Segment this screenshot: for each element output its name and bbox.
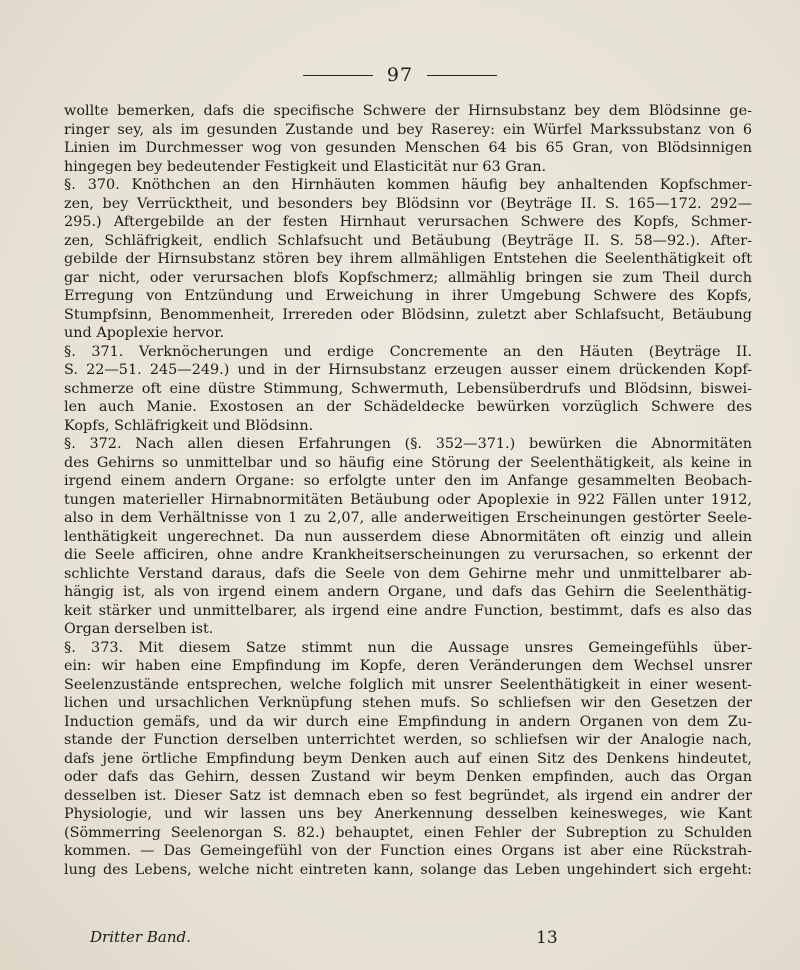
text-line: ringer sey, als im gesunden Zustande und bey Raserey: ein Würfel Markssubstanz von 6 bbox=[64, 121, 752, 138]
header-rule-left bbox=[303, 75, 373, 76]
text-line: Seelenzustände entsprechen, welche folglich mit unsrer Seelenthätigkeit in einer wesent- bbox=[64, 676, 752, 693]
text-line: 295.) Aftergebilde an der festen Hirnhaut verursachen Schwere des Kopfs, Schmer- bbox=[64, 214, 752, 230]
text-line: lung des Lebens, welche nicht eintreten kann, solange das Leben ungehindert sich ergeht: bbox=[64, 861, 752, 878]
page-number: 97 bbox=[386, 64, 414, 86]
text-line: also in dem Verhältnisse von 1 zu 2,07, alle anderweitigen Erscheinungen gestörter Seele- bbox=[64, 510, 752, 526]
text-line: Erregung von Entzündung und Erweichung in ihrer Umgebung Schwere des Kopfs, bbox=[64, 288, 752, 304]
text-line: Linien im Durchmesser wog von gesunden Menschen 64 bis 65 Gran, von Blödsinnigen bbox=[64, 140, 752, 156]
text-line: Physiologie, und wir lassen uns bey Anerkennung desselben keinesweges, wie Kant bbox=[64, 806, 752, 822]
text-line: len auch Manie. Exostosen an der Schädeldecke bewürken vorzüglich Schwere des bbox=[64, 399, 752, 415]
text-line: zen, bey Verrücktheit, und besonders bey Blödsinn vor (Beyträge II. S. 165—172. 292— bbox=[64, 195, 752, 212]
text-line: des Gehirns so unmittelbar und so häufig eine Störung der Seelenthätigkeit, als keine in bbox=[64, 454, 752, 471]
text-line: hängig ist, als von irgend einem andern Organe, und dafs das Gehirn die Seelenthätig- bbox=[64, 584, 752, 600]
text-line: §. 372. Nach allen diesen Erfahrungen (§. 352—371.) bewürken die Abnormitäten bbox=[64, 436, 752, 452]
text-line: gar nicht, oder verursachen blofs Kopfschmerz; allmählig bringen sie zum Theil durch bbox=[64, 269, 752, 286]
text-line: ein: wir haben eine Empfindung im Kopfe, deren Veränderungen dem Wechsel unsrer bbox=[64, 658, 752, 674]
text-line: Organ derselben ist. bbox=[64, 621, 214, 637]
text-line: kommen. — Das Gemeingefühl von der Function eines Organs ist aber eine Rückstrah- bbox=[64, 843, 752, 859]
header-rule-right bbox=[427, 75, 497, 76]
text-line: schmerze oft eine düstre Stimmung, Schwermuth, Lebensüberdrufs und Blödsinn, biswei- bbox=[64, 380, 752, 397]
text-line: tungen materieller Hirnabnormitäten Betäubung oder Apoplexie in 922 Fällen unter 1912, bbox=[64, 491, 752, 508]
text-line: lichen und ursachlichen Verknüpfung stehen mufs. So schliefsen wir den Gesetzen der bbox=[64, 695, 752, 711]
text-line: zen, Schläfrigkeit, endlich Schlafsucht und Betäubung (Beyträge II. S. 58—92.). After- bbox=[64, 232, 752, 249]
text-line: (Sömmerring Seelenorgan S. 82.) behauptet, einen Fehler der Subreption zu Schulden bbox=[64, 824, 752, 841]
text-line: wollte bemerken, dafs die specifische Schwere der Hirnsubstanz bey dem Blödsinne ge- bbox=[64, 103, 752, 119]
text-line: gebilde der Hirnsubstanz stören bey ihrem allmähligen Entstehen die Seelenthätigkeit oft bbox=[64, 251, 752, 267]
volume-label: Dritter Band. bbox=[90, 928, 191, 946]
text-line: stande der Function derselben unterrichtet werden, so schliefsen wir der Analogie nach, bbox=[64, 732, 752, 748]
text-line: oder dafs das Gehirn, dessen Zustand wir beym Denken empfinden, auch das Organ bbox=[64, 769, 752, 785]
signature-mark: 13 bbox=[536, 928, 558, 948]
text-line: dafs jene örtliche Empfindung beym Denken auch auf einen Sitz des Denkens hindeutet, bbox=[64, 750, 752, 767]
text-line: keit stärker und unmittelbarer, als irgend eine andre Function, bestimmt, dafs es also das bbox=[64, 602, 752, 619]
text-line: Induction gemäfs, und da wir durch eine Empfindung in andern Organen von dem Zu- bbox=[64, 713, 752, 730]
text-line: Kopfs, Schläfrigkeit und Blödsinn. bbox=[64, 417, 314, 434]
text-line: S. 22—51. 245—249.) und in der Hirnsubstanz erzeugen ausser einem drückenden Kopf- bbox=[64, 362, 752, 378]
text-line: die Seele afficiren, ohne andre Krankheitserscheinungen zu verursachen, so erkennt der bbox=[64, 547, 752, 563]
body-text bbox=[64, 102, 752, 879]
text-line: irgend einem andern Organe: so erfolgte unter den im Anfange gesammelten Beobach- bbox=[64, 473, 752, 489]
text-line: Stumpfsinn, Benommenheit, Irrereden oder Blödsinn, zuletzt aber Schlafsucht, Betäubung bbox=[64, 306, 752, 323]
text-line: lenthätigkeit ungerechnet. Da nun ausserdem diese Abnormitäten oft einzig und allein bbox=[64, 528, 752, 545]
text-line: §. 371. Verknöcherungen und erdige Concremente an den Häuten (Beyträge II. bbox=[64, 343, 752, 360]
text-line: hingegen bey bedeutender Festigkeit und Elasticität nur 63 Gran. bbox=[64, 158, 547, 175]
text-line: desselben ist. Dieser Satz ist demnach eben so fest begründet, als irgend ein andrer der bbox=[64, 787, 752, 804]
text-line: §. 370. Knöthchen an den Hirnhäuten kommen häufig bey anhaltenden Kopfschmer- bbox=[64, 177, 752, 193]
page-header bbox=[0, 64, 800, 86]
text-line: schlichte Verstand daraus, dafs die Seele von dem Gehirne mehr und unmittelbarer ab- bbox=[64, 565, 752, 582]
text-line: und Apoplexie hervor. bbox=[64, 325, 225, 341]
text-line: §. 373. Mit diesem Satze stimmt nun die Aussage unsres Gemeingefühls über- bbox=[64, 639, 752, 656]
